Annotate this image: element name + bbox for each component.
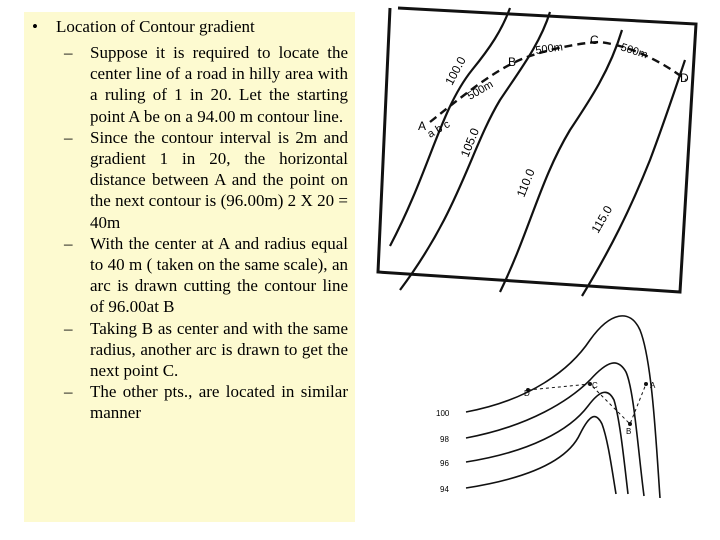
- contour-line-98: [466, 363, 644, 496]
- contour-bend-figure: [420, 300, 680, 510]
- small-points-label: a b c: [425, 118, 453, 141]
- sub-bullet-2-text: Since the contour interval is 2m and gradient 1 in 20, the horizontal distance between A and the point on the next contour is (96.00m) 2 X 20 = 40m: [90, 127, 348, 232]
- dash-icon: –: [64, 233, 73, 253]
- point-label-b: B: [626, 427, 632, 436]
- main-bullet-text: Location of Contour gradient: [56, 17, 255, 36]
- contour-label: 100: [436, 409, 450, 418]
- sub-bullet-1: [64, 42, 348, 127]
- contour-line-94: [466, 417, 616, 494]
- distance-label: 500m: [465, 78, 496, 103]
- point-label-d: D: [524, 389, 530, 398]
- sub-bullet-5-text: The other pts., are located in similar manner: [90, 382, 348, 423]
- dash-icon: –: [64, 43, 73, 62]
- distance-label: 500m: [534, 41, 564, 57]
- contour-label: 110.0: [513, 166, 538, 200]
- point-label-c: C: [590, 33, 599, 47]
- point-b-marker: [628, 422, 632, 426]
- text-panel: [24, 12, 355, 522]
- contour-line-100: [466, 316, 660, 498]
- contour-label: 98: [440, 435, 449, 444]
- distance-label: 500m: [619, 41, 649, 62]
- bullet-dot-icon: •: [32, 17, 38, 36]
- point-a-marker: [644, 382, 648, 386]
- contour-label: 105.0: [457, 126, 483, 160]
- contour-road-figure: [360, 0, 720, 300]
- point-label-a: A: [650, 381, 656, 390]
- dash-icon: –: [64, 127, 73, 147]
- sub-bullet-4-text: Taking B as center and with the same radius, another arc is drawn to get the next point C.: [90, 318, 348, 381]
- sub-bullet-list: [64, 42, 348, 424]
- point-label-b: B: [508, 55, 517, 69]
- contour-line-96: [466, 392, 628, 494]
- point-label-c: C: [592, 381, 598, 390]
- main-bullet: [32, 16, 255, 37]
- contour-label: 96: [440, 459, 449, 468]
- dash-icon: –: [64, 318, 73, 338]
- sub-bullet-3: [64, 233, 348, 318]
- contour-label: 115.0: [588, 203, 616, 236]
- contour-label: 100.0: [442, 54, 469, 88]
- sub-bullet-5: [64, 381, 348, 423]
- contour-label: 94: [440, 485, 449, 494]
- point-label-d: D: [680, 71, 689, 85]
- sub-bullet-3-text: With the center at A and radius equal to 40 m ( taken on the same scale), an arc is drawn cutting the contour line of 96.00at B: [90, 233, 348, 317]
- sub-bullet-4: [64, 318, 348, 382]
- point-label-a: A: [418, 119, 427, 133]
- sub-bullet-1-text: Suppose it is required to locate the center line of a road in hilly area with a ruling of 1 in 20. Let the starting point A be on a 94.00 m contour line.: [90, 43, 348, 126]
- sub-bullet-2: [64, 127, 348, 233]
- alignment-dash-line: [528, 384, 646, 424]
- dash-icon: –: [64, 382, 73, 402]
